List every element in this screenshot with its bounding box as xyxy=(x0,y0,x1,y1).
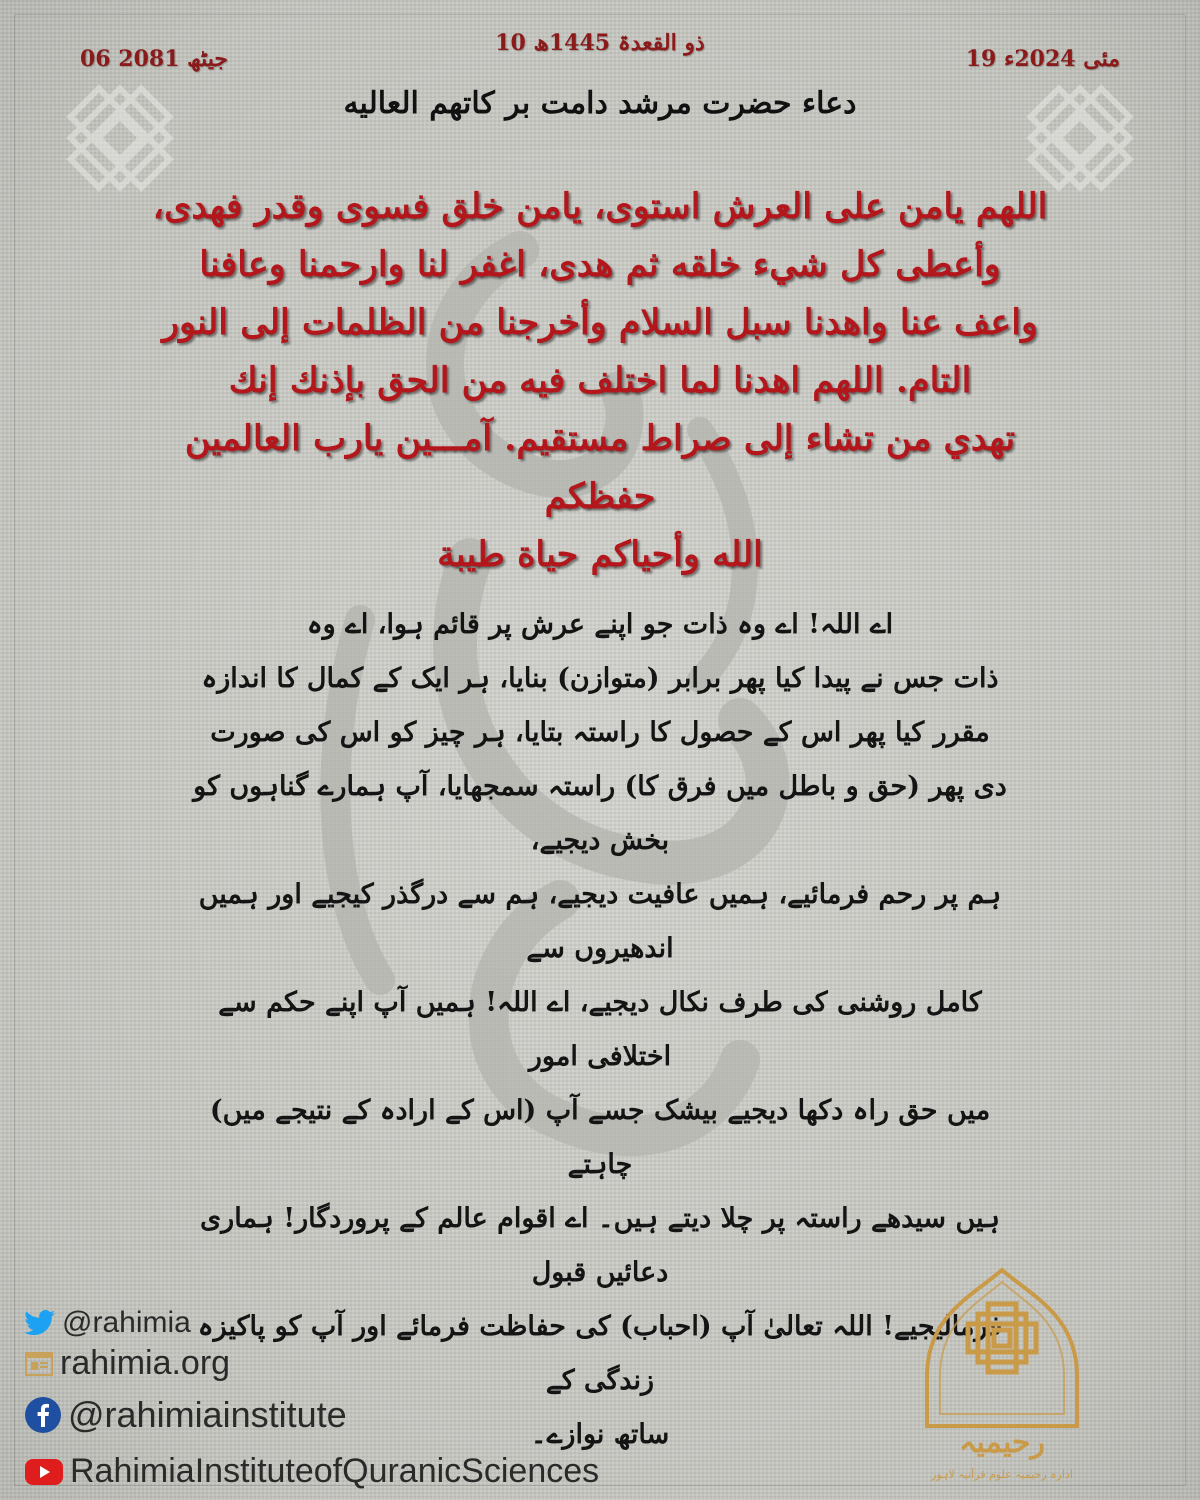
arabic-line: تهدي من تشاء إلى صراط مستقيم. آمـــين يارب العالمين حفظكم xyxy=(184,418,1016,517)
urdu-line: میں حق راہ دکھا دیجیے بیشک جسے آپ (اس کے ارادہ کے نتیجے میں) چاہتے xyxy=(209,1095,991,1180)
urdu-line: ساتھ نوازے۔ xyxy=(530,1419,670,1450)
web-icon xyxy=(24,1349,54,1379)
gregorian-date: 19 مئی 2024ء xyxy=(965,46,1120,72)
hijri-date: 10 ذو القعدۃ 1445ھ xyxy=(495,30,705,56)
twitter-handle: @rahimia xyxy=(62,1306,191,1339)
youtube-link[interactable] xyxy=(24,1452,599,1491)
urdu-line: فرمالیجیے! اللہ تعالیٰ آپ (احباب) کی حفاظت فرمائے اور آپ کو پاکیزہ زندگی کے xyxy=(197,1311,1003,1396)
dua-urdu-translation xyxy=(175,598,1025,1462)
dua-arabic xyxy=(150,178,1050,584)
arabic-line: وأعطى كل شيء خلقه ثم هدى، اغفر لنا وارحمنا وعافنا xyxy=(199,244,1001,285)
knot-icon xyxy=(968,1304,1036,1372)
twitter-icon xyxy=(24,1309,56,1337)
urdu-line: اے اللہ! اے وہ ذات جو اپنے عرش پر قائم ہوا، اے وہ xyxy=(306,609,894,640)
arabic-line: الله وأحياكم حياة طيبة xyxy=(437,534,763,575)
facebook-handle: @rahimiainstitute xyxy=(68,1394,347,1435)
urdu-line: مقرر کیا پھر اس کے حصول کا راستہ بتایا، ہر چیز کو اس کی صورت xyxy=(210,717,990,748)
arabic-line: واعف عنا واهدنا سبل السلام وأخرجنا من الظلمات إلى النور xyxy=(162,302,1038,343)
urdu-line: ہیں سیدھے راستہ پر چلا دیتے ہیں۔ اے اقوام عالم کے پروردگار! ہماری دعائیں قبول xyxy=(200,1203,1000,1288)
website-link[interactable] xyxy=(24,1344,230,1383)
facebook-link[interactable] xyxy=(24,1394,347,1436)
page-title: دعاء حضرت مرشد دامت بر کاتھم العالیه xyxy=(343,86,857,121)
logo-subtitle: ادارہ رحیمیہ علوم قرآنیہ لاہور xyxy=(931,1468,1073,1481)
website-url: rahimia.org xyxy=(60,1344,231,1382)
youtube-icon xyxy=(24,1457,64,1487)
urdu-line: ذات جس نے پیدا کیا پھر برابر (متوازن) بنایا، ہر ایک کے کمال کا اندازہ xyxy=(201,663,999,694)
twitter-link[interactable] xyxy=(24,1306,191,1340)
urdu-line: ہم پر رحم فرمائیے، ہمیں عافیت دیجیے، ہم سے درگذر کیجیے اور ہمیں اندھیروں سے xyxy=(198,879,1002,964)
arabic-line: التام. اللهم اهدنا لما اختلف فيه من الحق بإذنك إنك xyxy=(228,360,972,401)
urdu-line: کامل روشنی کی طرف نکال دیجیے، اے اللہ! ہمیں آپ اپنے حکم سے اختلافی امور xyxy=(218,987,982,1072)
bikrami-date: 06 جیٹھ 2081 xyxy=(80,46,228,72)
facebook-icon xyxy=(24,1396,62,1434)
logo-name: رحیمیہ xyxy=(958,1425,1046,1460)
youtube-channel: RahimiaInstituteofQuranicSciences xyxy=(70,1452,600,1490)
arabic-line: اللهم يامن على العرش استوى، يامن خلق فسوى وقدر فهدى، xyxy=(152,186,1048,227)
rahimia-logo xyxy=(912,1266,1092,1486)
urdu-line: دی پھر (حق و باطل میں فرق کا) راستہ سمجھایا، آپ ہمارے گناہوں کو بخش دیجیے، xyxy=(193,771,1007,856)
